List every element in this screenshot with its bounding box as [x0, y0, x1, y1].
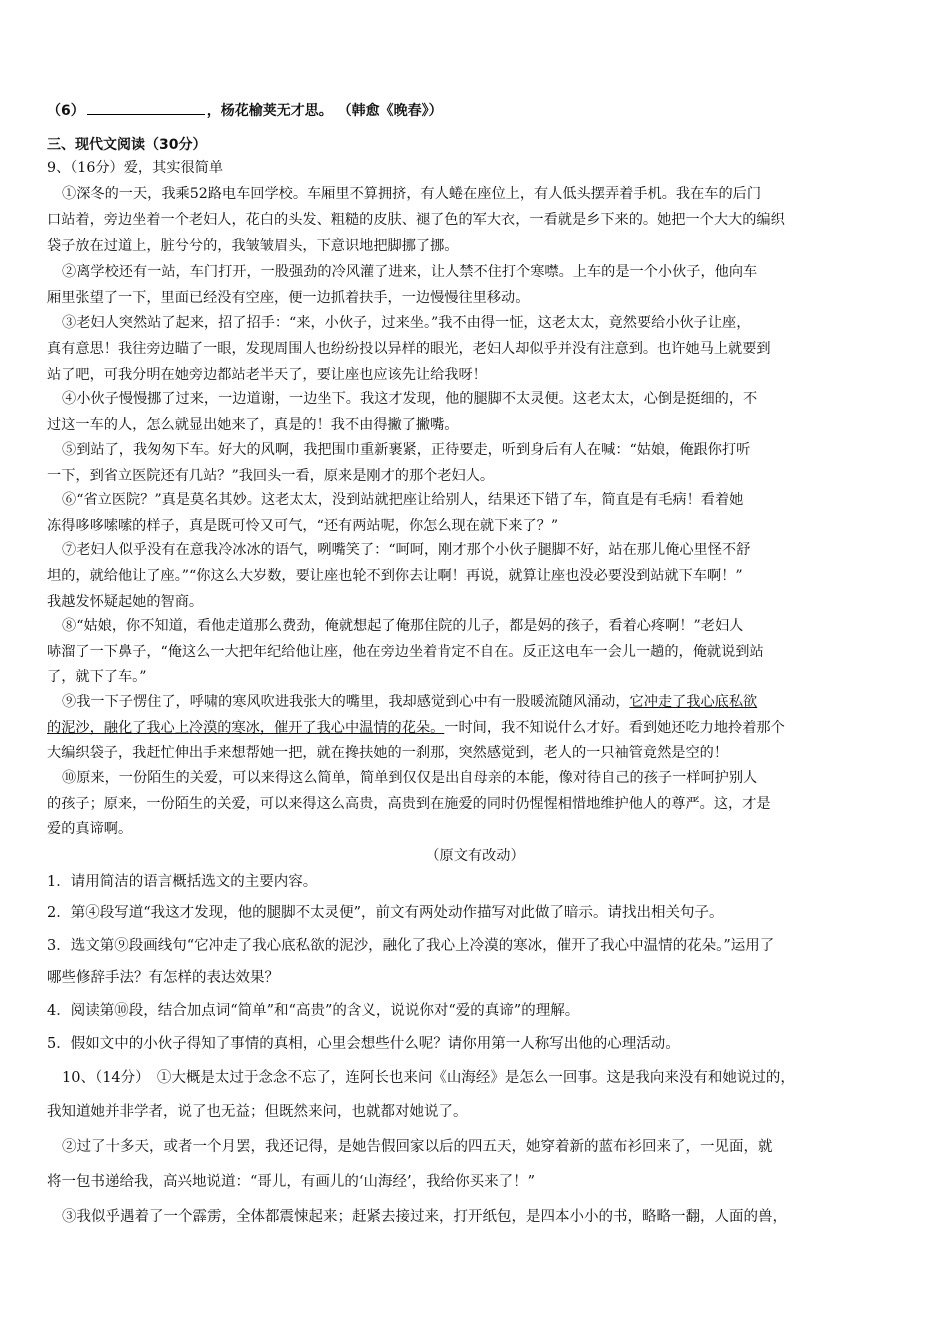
paragraph-3-line: 真有意思！我往旁边瞄了一眼，发现周围人也纷纷投以异样的眼光，老妇人却似乎并没有注意到。也许她马上就要到: [47, 341, 771, 357]
q10-line: 我知道她并非学者，说了也无益；但既然来问，也就都对她说了。: [47, 1104, 468, 1120]
question-4: 4．阅读第⑩段，结合加点词“简单”和“高贵”的含义，说说你对“爱的真谛”的理解。: [47, 1003, 580, 1019]
q10-line: 10、（14分） ①大概是太过于念念不忘了，连阿长也来问《山海经》是怎么一回事。这是我向来没有和她说过的，: [62, 1070, 795, 1086]
paragraph-7-line: ⑦老妇人似乎没有在意我冷冰冰的语气，咧嘴笑了：“呵呵，刚才那个小伙子腿脚不好，站在那儿俺心里怪不舒: [62, 542, 751, 558]
q10-line: 将一包书递给我，高兴地说道：“哥儿，有画儿的‘山海经’，我给你买来了！”: [47, 1174, 536, 1190]
paragraph-5-line: 一下，到省立医院还有几站？”我回头一看，原来是刚才的那个老妇人。: [47, 468, 495, 484]
paragraph-7-line: 坦的，就给他让了座。”“你这么大岁数，要让座也轮不到你去让啊！再说，就算让座也没必要没到站就下车啊！”: [47, 568, 743, 584]
q10-line: ③我似乎遇着了一个霹雳，全体都震悚起来；赶紧去接过来，打开纸包，是四本小小的书，略略一翻，人面的兽，: [62, 1209, 787, 1225]
q9-title: 9、（16分）爱，其实很简单: [47, 160, 224, 176]
underlined-sentence: 的泥沙，融化了我心上冷漠的寒冰，催开了我心中温情的花朵。: [47, 720, 445, 736]
paragraph-9-line: [62, 692, 909, 712]
paragraph-4-line: 过这一车的人，怎么就显出她来了，真是的！我不由得撇了撇嘴。: [47, 417, 459, 433]
paragraph-3-line: ③老妇人突然站了起来，招了招手：“来，小伙子，过来坐。”我不由得一怔，这老太太，竟然要给小伙子让座，: [62, 315, 751, 331]
paragraph-2-line: 厢里张望了一下，里面已经没有空座，便一边抓着扶手，一边慢慢往里移动。: [47, 290, 530, 306]
paragraph-10-line: 的孩子；原来，一份陌生的关爱，可以来得这么高贵，高贵到在施爱的同时仍惺惺相惜地维护他人的尊严。这，才是: [47, 796, 771, 812]
paragraph-8-line: 了，就下了车。”: [47, 669, 147, 685]
fill-blank[interactable]: [87, 100, 205, 115]
paragraph-9-line: [47, 718, 909, 738]
paragraph-6-line: 冻得哆哆嗦嗦的样子，真是既可怜又可气，“还有两站呢，你怎么现在就下来了？”: [47, 518, 559, 534]
paragraph-10-line: ⑩原来，一份陌生的关爱，可以来得这么简单，简单到仅仅是出自母亲的本能，像对待自己的孩子一样呵护别人: [62, 770, 758, 786]
poem-fill-line: [47, 100, 909, 121]
paragraph-1-line: 袋子放在过道上，脏兮兮的，我皱皱眉头，下意识地把脚挪了挪。: [47, 238, 459, 254]
item-number: （6）: [47, 103, 85, 119]
paragraph-1-line: 口站着，旁边坐着一个老妇人，花白的头发、粗糙的皮肤、褪了色的军大衣，一看就是乡下来的。她把一个大大的编织: [47, 212, 785, 228]
question-1: 1．请用简洁的语言概括选文的主要内容。: [47, 874, 318, 890]
question-2: 2．第④段写道“我这才发现，他的腿脚不太灵便”，前文有两处动作描写对此做了暗示。请找出相关句子。: [47, 905, 724, 921]
q10-line: ②过了十多天，或者一个月罢，我还记得，是她告假回家以后的四五天，她穿着新的蓝布衫回来了，一见面，就: [62, 1139, 773, 1155]
paragraph-4-line: ④小伙子慢慢挪了过来，一边道谢，一边坐下。我这才发现，他的腿脚不太灵便。这老太太，心倒是挺细的，不: [62, 391, 758, 407]
paragraph-7-line: 我越发怀疑起她的智商。: [47, 594, 204, 610]
poem-line-text: ，杨花榆荚无才思。 （韩愈《晚春》）: [206, 103, 443, 119]
paragraph-8-line: 哧溜了一下鼻子，“俺这么一大把年纪给他让座，他在旁边坐着肯定不自在。反正这电车一会儿一趟的，俺就说到站: [47, 644, 764, 660]
paragraph-8-line: ⑧“姑娘，你不知道，看他走道那么费劲，俺就想起了俺那住院的儿子，都是妈的孩子，看着心疼啊！”老妇人: [62, 618, 744, 634]
paragraph-9-text: ⑨我一下子愣住了，呼啸的寒风吹进我张大的嘴里，我却感觉到心中有一股暖流随风涌动，: [62, 694, 630, 710]
underlined-sentence: 它冲走了我心底私欲: [629, 694, 758, 710]
question-5: 5．假如文中的小伙子得知了事情的真相，心里会想些什么呢？请你用第一人称写出他的心理活动。: [47, 1036, 680, 1052]
paragraph-6-line: ⑥“省立医院？”真是莫名其妙。这老太太，没到站就把座让给别人，结果还下错了车，简直是有毛病！看着她: [62, 492, 744, 508]
question-3-line: 哪些修辞手法？有怎样的表达效果？: [47, 970, 279, 986]
paragraph-5-line: ⑤到站了，我匆匆下车。好大的风啊，我把围巾重新裹紧，正待要走，听到身后有人在喊：“姑娘，俺跟你打听: [62, 442, 751, 458]
source-note: （原文有改动）: [425, 848, 525, 864]
paragraph-10-line: 爱的真谛啊。: [47, 821, 133, 837]
paragraph-2-line: ②离学校还有一站，车门打开，一股强劲的冷风灌了进来，让人禁不住打个寒噤。上车的是一个小伙子，他向车: [62, 264, 758, 280]
paragraph-9-line: 大编织袋子，我赶忙伸出手来想帮她一把，就在搀扶她的一刹那，突然感觉到，老人的一只袖管竟然是空的！: [47, 745, 729, 761]
paragraph-9-text: 一时间，我不知说什么才好。看到她还吃力地拎着那个: [444, 720, 785, 736]
section-heading: 三、现代文阅读（30分）: [47, 137, 207, 153]
paragraph-3-line: 站了吧，可我分明在她旁边都站老半天了，要让座也应该先让给我呀！: [47, 367, 487, 383]
paragraph-1-line: ①深冬的一天，我乘52路电车回学校。车厢里不算拥挤，有人蜷在座位上，有人低头摆弄着手机。我在车的后门: [62, 186, 762, 202]
question-3-line: 3．选文第⑨段画线句“它冲走了我心底私欲的泥沙，融化了我心上冷漠的寒冰，催开了我心中温情的花朵。”运用了: [47, 938, 775, 954]
